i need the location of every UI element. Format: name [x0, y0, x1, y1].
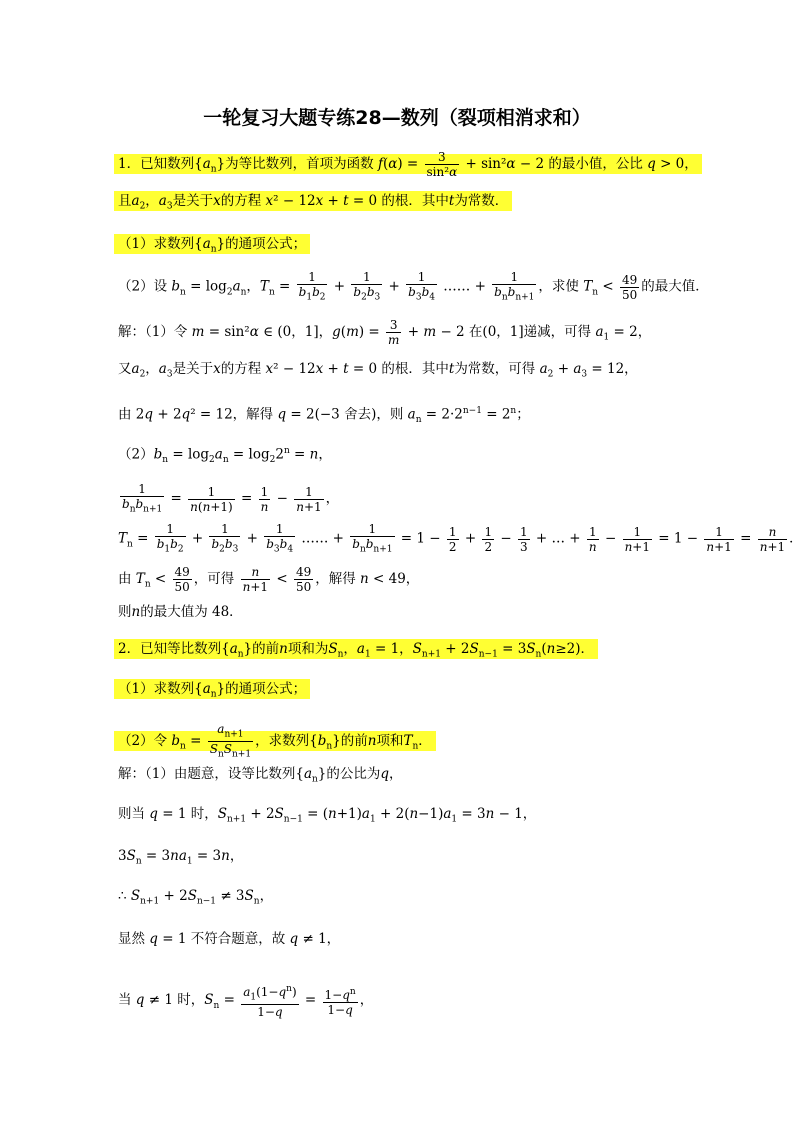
solution-1-step-3: 由 2q + 2q² = 12，解得 q = 2(−3 舍去)，则 $a_n = 2\cdot 2^{n-1} = 2^n$；: [118, 406, 530, 426]
problem-2-part-1: （1）求数列$\{a_n\}$的通项公式；: [118, 680, 310, 704]
problem-1-statement-cont: 且$a_2$，$a_3$是关于x的方程 x² − 12x + t = 0 的根．其中t为常数．: [118, 192, 512, 216]
problem-1-part-2: （2）设 $b_n = \log_2a_n$，$T_n$ = $\frac{1}{b_1b_2}$ + $\frac{1}{b_2b_3}$ + $\frac{1}{b_3b_4}$ …… + $\frac{1}{b_nb_{n+1}}$ ，求使 $T_n$ < $\frac{49}{50}$ 的最大值．: [118, 270, 709, 303]
solution-1-step-1: 解：（1）令 m = sin²α ∈ (0，1]，g(m) = $\frac{3}{m}$ + m − 2 在(0，1]递减，可得 $a_1 = 2$，: [118, 318, 652, 347]
solution-2-step-5: 显然 q = 1 不符合题意，故 q ≠ 1，: [118, 931, 341, 947]
solution-1-part-2-b: $\frac{1}{b_nb_{n+1}}$ = $\frac{1}{n(n+1)}$ = $\frac{1}{n}$ − $\frac{1}{n+1}$ ，: [122, 482, 340, 515]
solution-2-step-4: ∴ $S_{n+1} + 2S_{n-1} \ne 3S_n$，: [118, 888, 274, 907]
solution-2-step-3: $3S_n = 3na_1 = 3n$，: [118, 848, 244, 867]
solution-1-step-2: 又$a_2$，$a_3$是关于x的方程 x² − 12x + t = 0 的根．其中t为常数，可得 $a_2 + a_3 = 12$，: [118, 361, 638, 380]
problem-2-part-2: （2）令 $b_n$ = $\frac{a_{n+1}}{S_nS_{n+1}}$ ，求数列$\{b_n\}$的前n项和$T_n$．: [118, 722, 436, 762]
solution-1-conclusion: 则n的最大值为 48．: [118, 604, 243, 620]
solution-1-part-2-c: $T_n$ = $\frac{1}{b_1b_2}$ + $\frac{1}{b_2b_3}$ + $\frac{1}{b_3b_4}$ …… + $\frac{1}{b_nb_{n+1}}$ = 1 − $\frac{1}{2}$ + $\frac{1}{2}$ − $\frac{1}{3}$ + … + $\frac{1}{n}$ − $\frac{1}{n+1}$ = 1 − $\frac{1}{n+1}$ = $\frac{n}{n+1}$ ．: [118, 522, 803, 555]
solution-1-part-2-d: 由 $T_n$ < $\frac{49}{50}$ ，可得 $\frac{n}{n+1}$ < $\frac{49}{50}$ ，解得 n < 49，: [118, 565, 420, 594]
solution-1-part-2-a: $(2)b_n = \log_2a_n = \log_22^n = n$，: [118, 446, 332, 466]
solution-2-step-1: 解：（1）由题意，设等比数列$\{a_n\}$的公比为q，: [118, 766, 403, 785]
page-title: 一轮复习大题专练28—数列（裂项相消求和）: [203, 107, 591, 129]
solution-2-step-6: 当 q ≠ 1 时，$S_n$ = $\frac{a_1(1-q^n)}{1-q}$ = $\frac{1-q^n}{1-q}$ ，: [118, 984, 374, 1020]
problem-2-statement: 2．已知等比数列$\{a_n\}$的前n项和为$S_n$，$a_1 = 1$，$S_{n+1} + 2S_{n-1} = 3S_n(n\ge 2)$．: [118, 640, 598, 664]
problem-1-statement: 1．已知数列$\{a_n\}$为等比数列，首项为函数 f(α) = $\frac{3}{\text{sin²α}}$ + sin²α − 2 的最小值，公比 q > 0，: [118, 150, 702, 179]
solution-2-step-2: 则当 q = 1 时，$S_{n+1} + 2S_{n-1} = (n+1)a_1 + 2(n-1)a_1 = 3n - 1$，: [118, 806, 537, 825]
problem-1-part-1: （1）求数列$\{a_n\}$的通项公式；: [118, 235, 310, 259]
